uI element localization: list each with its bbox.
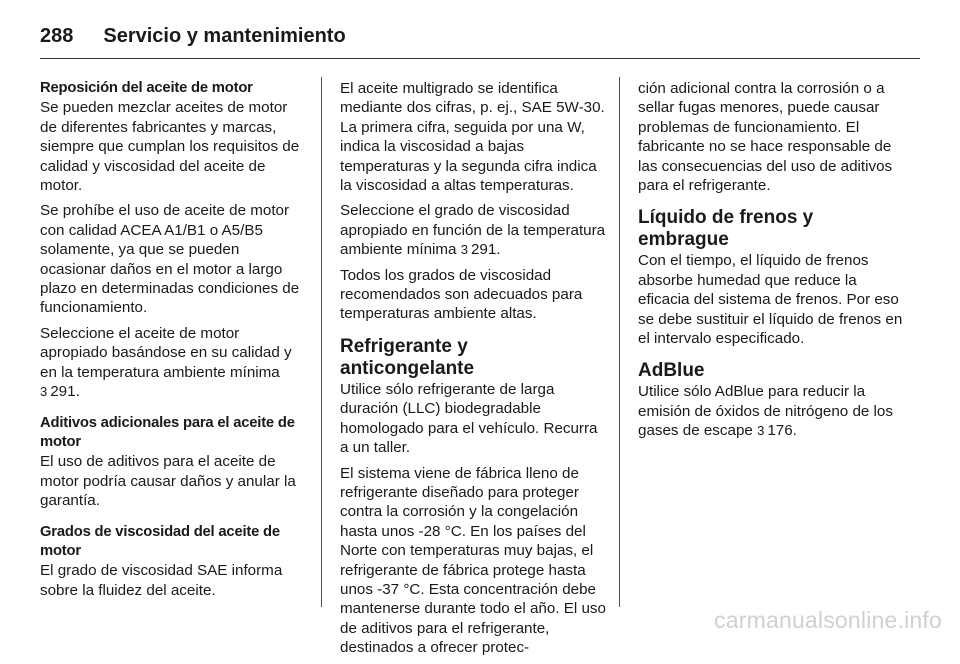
paragraph: Utilice sólo refrigerante de larga duración (LLC) biodegradable homologado para el vehículo. Recurra a un taller. [340, 380, 598, 457]
column-3 [638, 79, 904, 447]
section-title-oil-refill: Reposición del aceite de motor [40, 80, 253, 96]
page-number: 288 [40, 24, 74, 47]
paragraph: ción adicional contra la corrosión o a sellar fugas menores, puede causar problemas de funcionamiento. El fabricante no se hace responsable de las consecuencias del uso de aditivos para el refrigerante. [638, 80, 893, 195]
column-2 [340, 79, 606, 664]
paragraph: Se prohíbe el uso de aceite de motor con calidad ACEA A1/B1 o A5/B5 solamente, ya que se pueden ocasionar daños en el motor a largo plazo en determinadas condiciones de funcionamiento. [40, 202, 300, 317]
paragraph: Todos los grados de viscosidad recomendados son adecuados para temperaturas ambiente altas. [340, 266, 583, 323]
paragraph-text: Seleccione el grado de viscosidad apropiado en función de la temperatura ambiente mínima [340, 202, 606, 259]
column-divider-1 [321, 77, 322, 607]
paragraph: El sistema viene de fábrica lleno de refrigerante diseñado para proteger contra la corrosión y la congelación hasta unos -28 °C. En los países del Norte con temperaturas muy bajas, el refrigerante de fábrica protege hasta unos -37 °C. Esta concentración debe mantenerse durante todo el año. El uso de aditivos para el refrigerante, destinados a ofrecer protec- [340, 464, 606, 657]
section-heading-brake-fluid: Líquido de frenos y embrague [638, 207, 814, 251]
paragraph: Se pueden mezclar aceites de motor de diferentes fabricantes y marcas, siempre que cumplan los requisitos de calidad y viscosidad del aceite de motor. [40, 99, 300, 195]
page-header [40, 14, 920, 58]
paragraph: El grado de viscosidad SAE informa sobre la fluidez del aceite. [40, 562, 283, 599]
paragraph [40, 324, 306, 402]
page-reference-link[interactable]: 291. [470, 241, 501, 259]
section-title-viscosity: Grados de viscosidad del aceite de motor [40, 523, 280, 559]
paragraph [638, 382, 904, 440]
paragraph: El uso de aditivos para el aceite de motor podría causar daños y anular la garantía. [40, 453, 296, 510]
watermark: carmanualsonline.info [714, 607, 942, 633]
column-divider-2 [619, 77, 620, 607]
header-rule [40, 58, 920, 59]
page-reference-link[interactable]: 176. [767, 422, 797, 440]
section-heading-coolant: Refrigerante y anticongelante [340, 335, 475, 379]
page-ref-arrow-icon: 3 [460, 242, 468, 258]
paragraph: El aceite multigrado se identifica mediante dos cifras, p. ej., SAE 5W-30. La primera cifra, seguida por una W, indica la viscosidad a bajas temperaturas y la segunda cifra indica la viscosidad a altas temperaturas. [340, 80, 605, 195]
section-heading-adblue: AdBlue [638, 360, 705, 382]
paragraph-text: Seleccione el aceite de motor apropiado basándose en su calidad y en la temperatura ambiente mínima [40, 324, 292, 381]
paragraph: Con el tiempo, el líquido de frenos absorbe humedad que reduce la eficacia del sistema de frenos. Por eso se debe sustituir el líquido de frenos en el intervalo especificado. [638, 252, 903, 348]
column-1 [40, 79, 306, 606]
paragraph [340, 201, 606, 259]
page-title: Servicio y mantenimiento [103, 24, 346, 47]
page-ref-arrow-icon: 3 [40, 384, 48, 400]
page-ref-arrow-icon: 3 [757, 423, 765, 439]
page-reference-link[interactable]: 291. [50, 383, 80, 401]
paragraph-text: Utilice sólo AdBlue para reducir la emisión de óxidos de nitrógeno de los gases de escape [638, 383, 893, 440]
section-title-additives: Aditivos adicionales para el aceite de motor [40, 414, 295, 450]
